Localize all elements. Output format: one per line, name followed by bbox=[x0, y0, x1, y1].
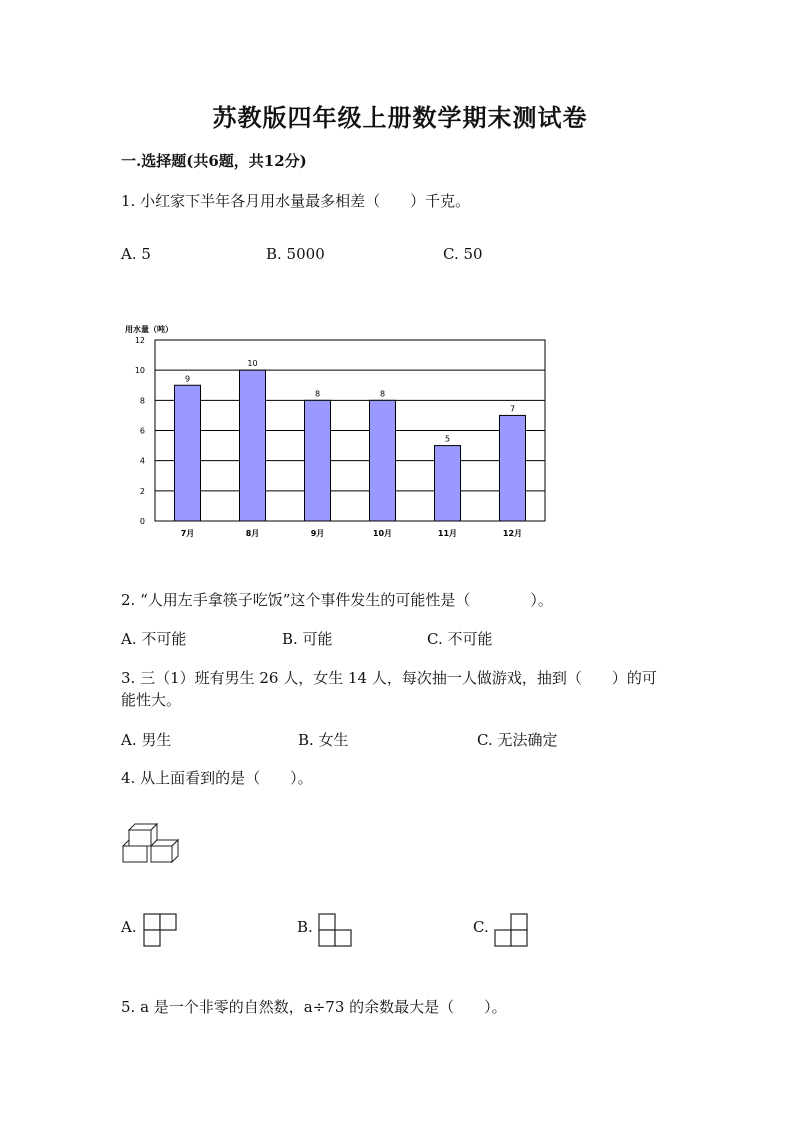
bar bbox=[175, 385, 201, 521]
q4-option-b-shape bbox=[318, 913, 354, 949]
q2-option-c[interactable]: C. 不可能 bbox=[427, 630, 493, 648]
y-tick-label: 12 bbox=[134, 336, 145, 345]
x-ticks bbox=[181, 529, 522, 538]
question-5: 5. a 是一个非零的自然数，a÷73 的余数最大是（ ）。 bbox=[121, 998, 507, 1016]
cubes-figure bbox=[121, 818, 181, 870]
x-tick-label: 11月 bbox=[437, 529, 458, 538]
question-1: 1. 小红家下半年各月用水量最多相差（ ）千克。 bbox=[121, 192, 471, 210]
data-label: 7 bbox=[509, 404, 516, 414]
data-label: 10 bbox=[247, 359, 258, 369]
bar bbox=[435, 446, 461, 521]
y-tick-label: 2 bbox=[139, 486, 145, 496]
y-tick-label: 8 bbox=[139, 396, 145, 406]
question-3-line2: 能性大。 bbox=[121, 691, 182, 709]
q2-option-b[interactable]: B. 可能 bbox=[282, 630, 333, 648]
water-usage-chart bbox=[115, 318, 555, 548]
section-heading: 一.选择题(共6题，共12分) bbox=[121, 152, 307, 170]
bar bbox=[370, 400, 396, 521]
bar bbox=[240, 370, 266, 521]
q4-option-a[interactable]: A. bbox=[121, 918, 137, 936]
q2-option-a[interactable]: A. 不可能 bbox=[121, 630, 187, 648]
y-ticks bbox=[135, 336, 145, 526]
q4-option-b[interactable]: B. bbox=[297, 918, 313, 936]
q3-option-b[interactable]: B. 女生 bbox=[298, 731, 349, 749]
x-tick-label: 8月 bbox=[245, 529, 260, 538]
question-2: 2. “人用左手拿筷子吃饭”这个事件发生的可能性是（ ）。 bbox=[121, 591, 553, 609]
q1-option-a[interactable]: A. 5 bbox=[121, 245, 151, 263]
data-label: 8 bbox=[314, 389, 321, 399]
y-axis-label: 用水量（吨） bbox=[125, 325, 173, 334]
y-tick-label: 10 bbox=[134, 366, 145, 376]
q4-option-c-shape bbox=[494, 913, 530, 949]
y-tick-label: 0 bbox=[139, 517, 145, 526]
x-tick-label: 10月 bbox=[372, 529, 393, 538]
bar bbox=[305, 400, 331, 521]
y-tick-label: 6 bbox=[139, 426, 145, 436]
question-4: 4. 从上面看到的是（ ）。 bbox=[121, 769, 313, 787]
q3-option-a[interactable]: A. 男生 bbox=[121, 731, 172, 749]
data-label: 8 bbox=[379, 389, 386, 399]
q1-option-b[interactable]: B. 5000 bbox=[266, 245, 325, 263]
question-3-line1: 3. 三（1）班有男生 26 人，女生 14 人，每次抽一人做游戏，抽到（ ）的可 bbox=[121, 669, 657, 687]
data-label: 5 bbox=[444, 434, 451, 444]
bar bbox=[500, 415, 526, 521]
q3-option-c[interactable]: C. 无法确定 bbox=[477, 731, 558, 749]
q4-option-c[interactable]: C. bbox=[473, 918, 489, 936]
page-title: 苏教版四年级上册数学期末测试卷 bbox=[212, 103, 588, 132]
x-tick-label: 7月 bbox=[180, 529, 195, 538]
data-label: 9 bbox=[184, 374, 191, 384]
q4-option-a-shape bbox=[143, 913, 179, 949]
x-tick-label: 9月 bbox=[310, 529, 325, 538]
y-tick-label: 4 bbox=[139, 456, 145, 466]
q1-option-c[interactable]: C. 50 bbox=[443, 245, 483, 263]
chart-grid bbox=[155, 340, 545, 521]
x-tick-label: 12月 bbox=[502, 529, 523, 538]
